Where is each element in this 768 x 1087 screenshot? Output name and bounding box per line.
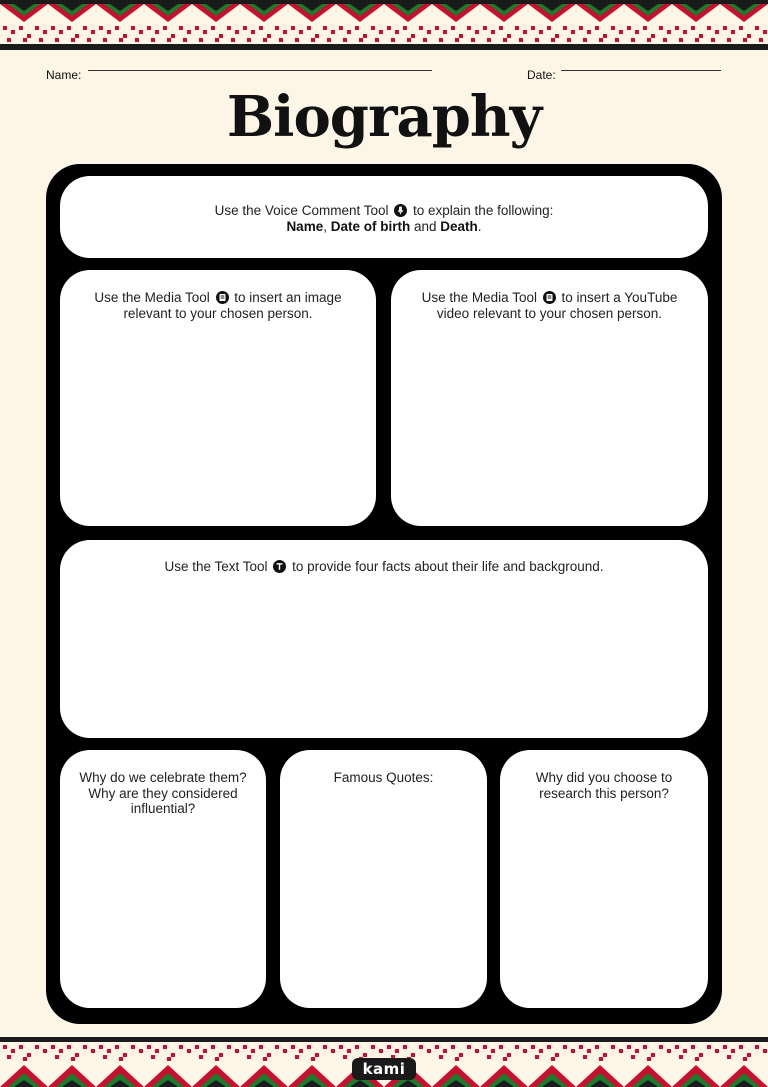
reason-panel[interactable] xyxy=(500,750,708,1008)
date-label: Date: xyxy=(527,68,556,82)
image-panel[interactable] xyxy=(60,270,376,526)
celebrate-panel[interactable] xyxy=(60,750,266,1008)
intro-line-2 xyxy=(74,219,694,235)
date-underline xyxy=(561,70,721,71)
celebrate-line-1: Why do we celebrate them? xyxy=(79,770,247,785)
video-prompt-pre: Use the Media Tool xyxy=(421,290,537,305)
intro-end: . xyxy=(477,218,482,234)
quotes-heading: Famous Quotes: xyxy=(333,770,434,785)
image-prompt-pre: Use the Media Tool xyxy=(94,290,210,305)
facts-prompt-post: to provide four facts about their life and background. xyxy=(292,559,604,574)
microphone-icon xyxy=(394,204,407,217)
reason-line-1: Why did you choose to xyxy=(535,770,673,785)
name-underline xyxy=(88,70,432,71)
video-prompt-line-1 xyxy=(405,290,694,306)
intro-panel[interactable] xyxy=(60,176,708,258)
intro-line-1 xyxy=(74,203,694,219)
media-icon xyxy=(216,291,229,304)
video-prompt-post: to insert a YouTube xyxy=(561,290,678,305)
reason-line-2: research this person? xyxy=(539,785,669,801)
facts-prompt-pre: Use the Text Tool xyxy=(164,559,268,574)
intro-text-post: to explain the following: xyxy=(413,203,554,218)
worksheet-frame xyxy=(46,164,722,1024)
facts-prompt xyxy=(74,559,694,575)
video-panel[interactable] xyxy=(391,270,708,526)
celebrate-line-3: influential? xyxy=(130,801,196,816)
intro-text-pre: Use the Voice Comment Tool xyxy=(214,203,389,218)
intro-death-bold: Death xyxy=(440,218,478,234)
image-prompt-post: to insert an image xyxy=(234,290,342,305)
page-title: Biography xyxy=(226,84,542,150)
quotes-panel[interactable] xyxy=(280,750,487,1008)
facts-panel[interactable] xyxy=(60,540,708,738)
video-prompt-line-2: video relevant to your chosen person. xyxy=(436,305,663,321)
celebrate-line-2: Why are they considered xyxy=(88,785,238,801)
media-icon xyxy=(543,291,556,304)
intro-separator-1: , xyxy=(323,218,331,234)
intro-separator-2: and xyxy=(410,218,441,234)
intro-dob-bold: Date of birth xyxy=(330,218,411,234)
image-prompt-line-1 xyxy=(74,290,362,306)
kami-logo: kami xyxy=(362,1060,406,1078)
image-prompt-line-2: relevant to your chosen person. xyxy=(123,305,313,321)
intro-name-bold: Name xyxy=(286,218,324,234)
name-label: Name: xyxy=(46,68,82,82)
text-tool-icon xyxy=(273,560,286,573)
top-pattern-border xyxy=(0,0,768,50)
